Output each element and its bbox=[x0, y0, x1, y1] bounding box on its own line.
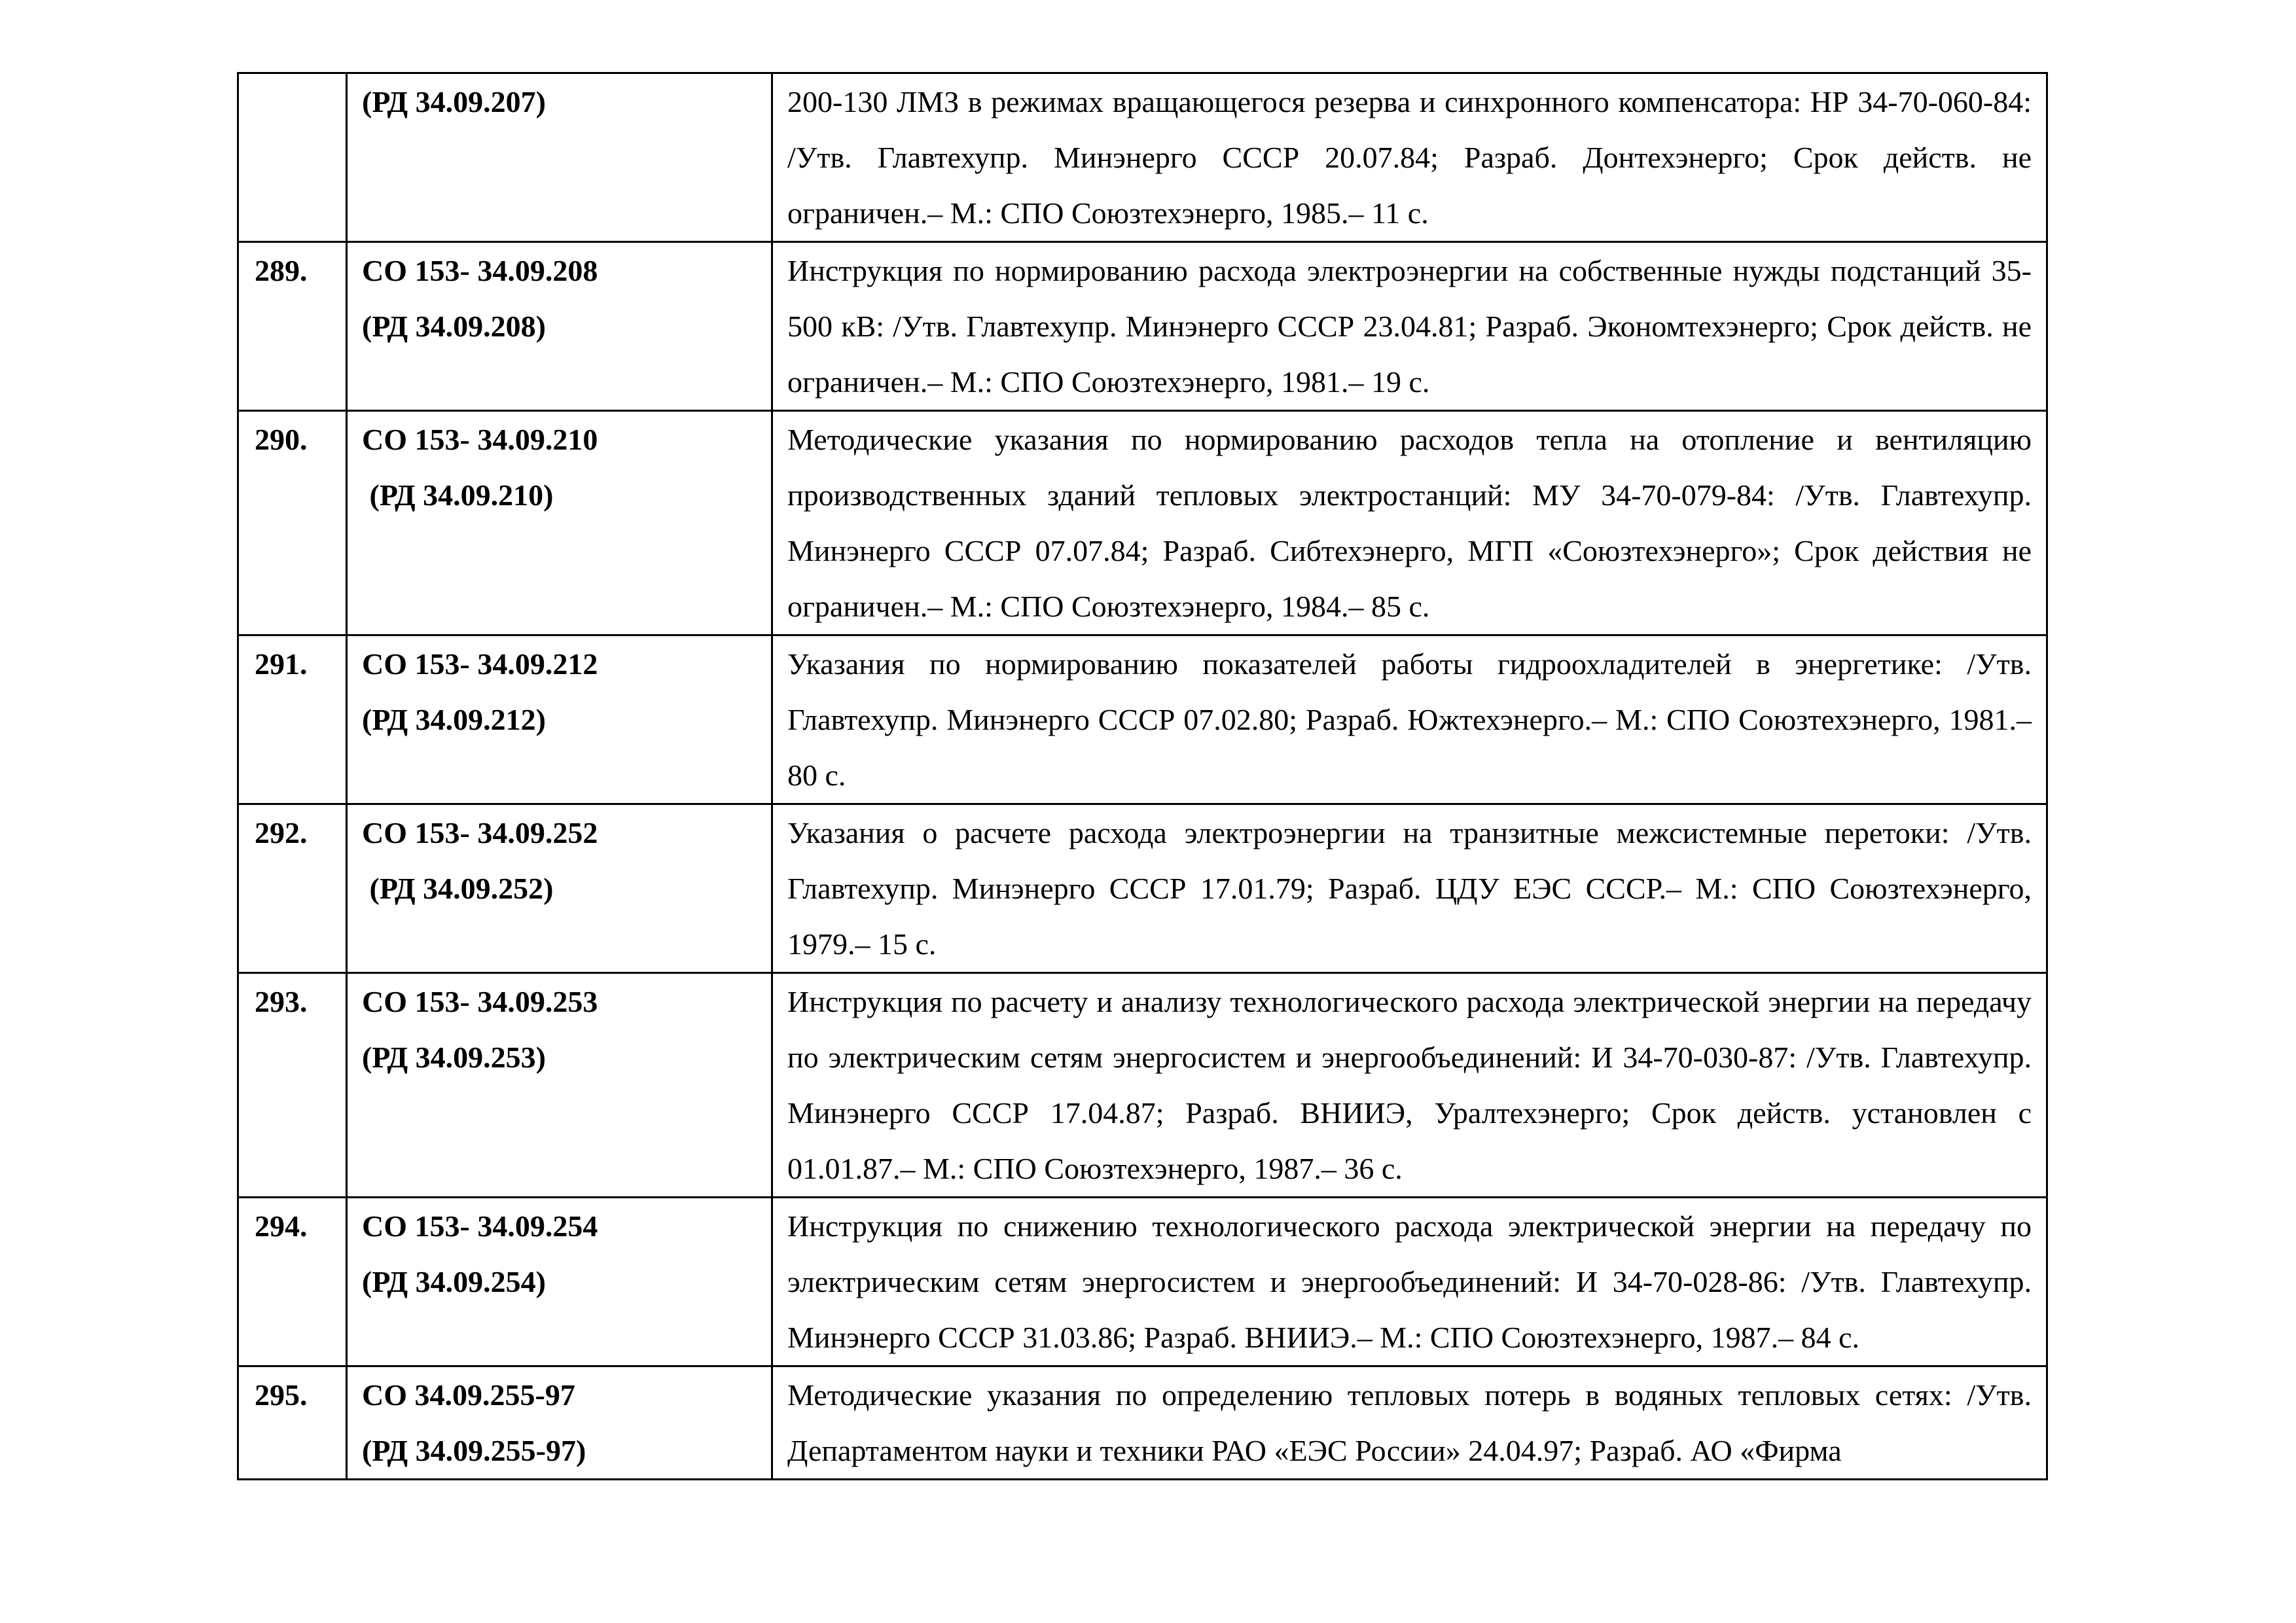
document-description: 200-130 ЛМЗ в режимах вращающегося резерва и синхронного компенсатора: НР 34-70-060-84: /Утв. Главтехупр. Минэнерго СССР 20.07.84; Разраб. Донтехэнерго; Срок действ. не ограничен.– М.: СПО Союзтехэнерго, 1985.– 11 с. bbox=[772, 73, 2047, 242]
row-number bbox=[238, 73, 347, 242]
code-line: (РД 34.09.255-97) bbox=[362, 1434, 586, 1467]
table-row bbox=[238, 73, 2047, 242]
table-row bbox=[238, 1198, 2047, 1366]
row-number: 295. bbox=[238, 1366, 347, 1480]
code-line: СО 34.09.255-97 bbox=[362, 1378, 575, 1412]
document-code bbox=[347, 804, 772, 973]
code-line: СО 153- 34.09.212 bbox=[362, 647, 598, 681]
document-code bbox=[347, 1198, 772, 1366]
table-row bbox=[238, 1366, 2047, 1480]
row-number: 294. bbox=[238, 1198, 347, 1366]
table-row bbox=[238, 804, 2047, 973]
document-code bbox=[347, 242, 772, 411]
table-row bbox=[238, 242, 2047, 411]
code-line: (РД 34.09.252) bbox=[362, 872, 554, 905]
code-line: (РД 34.09.254) bbox=[362, 1265, 546, 1298]
document-description: Инструкция по нормированию расхода электроэнергии на собственные нужды подстанций 35-500 кВ: /Утв. Главтехупр. Минэнерго СССР 23.04.81; Разраб. Экономтехэнерго; Срок действ. не ограничен.– М.: СПО Союзтехэнерго, 1981.– 19 с. bbox=[772, 242, 2047, 411]
document-description: Указания по нормированию показателей работы гидроохладителей в энергетике: /Утв. Главтехупр. Минэнерго СССР 07.02.80; Разраб. Южтехэнерго.– М.: СПО Союзтехэнерго, 1981.– 80 с. bbox=[772, 635, 2047, 804]
code-line: СО 153- 34.09.210 bbox=[362, 423, 598, 456]
row-number: 293. bbox=[238, 973, 347, 1198]
row-number: 291. bbox=[238, 635, 347, 804]
standards-table bbox=[237, 72, 2048, 1480]
document-code bbox=[347, 411, 772, 635]
document-code bbox=[347, 73, 772, 242]
row-number: 292. bbox=[238, 804, 347, 973]
code-line: (РД 34.09.207) bbox=[362, 85, 546, 118]
code-line: (РД 34.09.210) bbox=[362, 478, 554, 512]
code-line: СО 153- 34.09.252 bbox=[362, 816, 598, 849]
code-line: СО 153- 34.09.253 bbox=[362, 985, 598, 1018]
document-description: Методические указания по определению тепловых потерь в водяных тепловых сетях: /Утв. Департаментом науки и техники РАО «ЕЭС России» 24.04.97; Разраб. АО «Фирма bbox=[772, 1366, 2047, 1480]
row-number: 290. bbox=[238, 411, 347, 635]
document-description: Указания о расчете расхода электроэнергии на транзитные межсистемные перетоки: /Утв. Главтехупр. Минэнерго СССР 17.01.79; Разраб. ЦДУ ЕЭС СССР.– М.: СПО Союзтехэнерго, 1979.– 15 с. bbox=[772, 804, 2047, 973]
document-code bbox=[347, 1366, 772, 1480]
document-description: Инструкция по снижению технологического расхода электрической энергии на передачу по электрическим сетям энергосистем и энергообъединений: И 34-70-028-86: /Утв. Главтехупр. Минэнерго СССР 31.03.86; Разраб. ВНИИЭ.– М.: СПО Союзтехэнерго, 1987.– 84 с. bbox=[772, 1198, 2047, 1366]
code-line: СО 153- 34.09.254 bbox=[362, 1209, 598, 1243]
code-line: (РД 34.09.212) bbox=[362, 703, 546, 736]
document-code bbox=[347, 973, 772, 1198]
table-row bbox=[238, 973, 2047, 1198]
document-description: Инструкция по расчету и анализу технологического расхода электрической энергии на передачу по электрическим сетям энергосистем и энергообъединений: И 34-70-030-87: /Утв. Главтехупр. Минэнерго СССР 17.04.87; Разраб. ВНИИЭ, Уралтехэнерго; Срок действ. установлен с 01.01.87.– М.: СПО Союзтехэнерго, 1987.– 36 с. bbox=[772, 973, 2047, 1198]
document-description: Методические указания по нормированию расходов тепла на отопление и вентиляцию производственных зданий тепловых электростанций: МУ 34-70-079-84: /Утв. Главтехупр. Минэнерго СССР 07.07.84; Разраб. Сибтехэнерго, МГП «Союзтехэнерго»; Срок действия не ограничен.– М.: СПО Союзтехэнерго, 1984.– 85 с. bbox=[772, 411, 2047, 635]
code-line: СО 153- 34.09.208 bbox=[362, 254, 598, 287]
row-number: 289. bbox=[238, 242, 347, 411]
table-row bbox=[238, 411, 2047, 635]
code-line: (РД 34.09.208) bbox=[362, 310, 546, 343]
code-line: (РД 34.09.253) bbox=[362, 1041, 546, 1074]
document-code bbox=[347, 635, 772, 804]
table-row bbox=[238, 635, 2047, 804]
